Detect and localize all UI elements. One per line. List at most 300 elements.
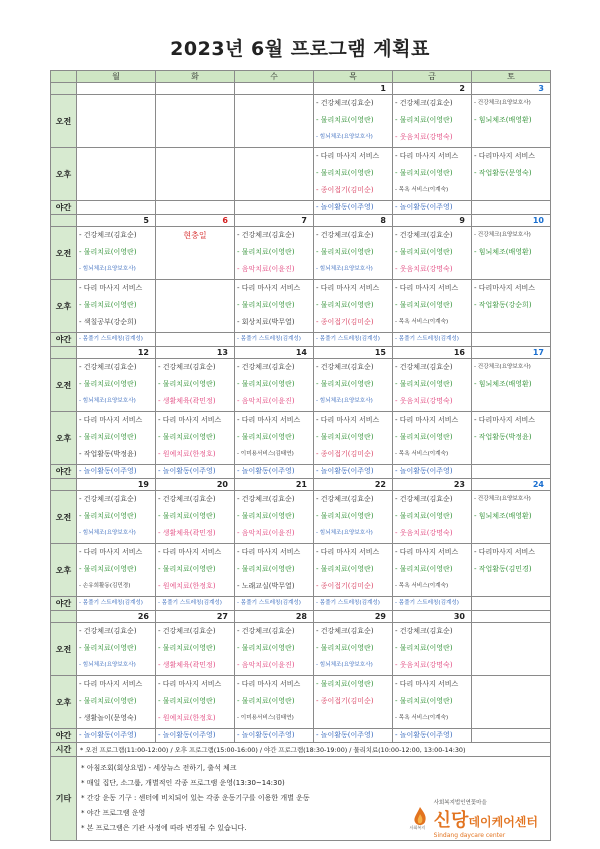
period-label: 오후 — [51, 544, 77, 597]
program-item: - 다리 마사지 서비스 — [395, 284, 459, 292]
program-cell — [156, 227, 235, 280]
program-item: - 건강체크(김효순) — [158, 363, 216, 371]
program-item: - 물리치료(이영란) — [237, 380, 295, 388]
time-row — [51, 743, 551, 757]
program-cell — [393, 227, 472, 280]
date-cell: 17 — [472, 347, 551, 359]
period-label: 오전 — [51, 359, 77, 412]
period-row-pm — [51, 412, 551, 465]
program-item: - 다리 마사지 서비스 — [237, 416, 301, 424]
program-cell — [472, 676, 551, 729]
date-row — [51, 83, 551, 95]
program-item: - 다리 마사지 서비스 — [316, 284, 380, 292]
period-label: 오후 — [51, 676, 77, 729]
program-cell — [235, 491, 314, 544]
program-cell — [156, 465, 235, 479]
period-row-am — [51, 491, 551, 544]
period-label: 오후 — [51, 280, 77, 333]
program-item: - 놀이활동(이주영) — [316, 467, 374, 475]
program-item: - 물리치료(이영란) — [79, 644, 137, 652]
program-item: - 다리 마사지 서비스 — [158, 548, 222, 556]
program-item: - 물리치료(이영란) — [79, 433, 137, 441]
date-row-corner — [51, 347, 77, 359]
program-cell — [314, 95, 393, 148]
misc-label: 기타 — [51, 757, 77, 841]
date-cell: 8 — [314, 215, 393, 227]
misc-line: * 아침조회(회상요법) - 세상뉴스 전하기, 출석 체크 — [81, 764, 237, 772]
program-item: - 건강체크(김효순) — [79, 363, 137, 371]
program-item: 현충일 — [183, 231, 207, 240]
program-item: - 물리치료(이영란) — [158, 565, 216, 573]
program-item: - 웃음치료(강명숙) — [395, 133, 453, 141]
program-item: - 목욕 서비스(이계숙) — [395, 583, 449, 589]
program-item: - 종이접기(김미순) — [316, 318, 374, 326]
date-row — [51, 611, 551, 623]
program-item: - 노래교실(박무열) — [237, 582, 295, 590]
program-item: - 건강체크(김효순) — [316, 363, 374, 371]
program-item: - 손유희활동(김민경) — [79, 583, 131, 589]
program-item: - 몸풀기 스트레칭(김계성) — [158, 600, 222, 606]
program-cell — [393, 729, 472, 743]
program-item: - 생활체육(곽민정) — [158, 529, 216, 537]
program-cell — [314, 491, 393, 544]
program-item: - 다리 마사지 서비스 — [158, 416, 222, 424]
program-cell — [393, 544, 472, 597]
time-text: * 오전 프로그램(11:00-12:00) / 오후 프로그램(15:00-16:00) / 야간 프로그램(18:30-19:00) / 물리치료(10:00-12:00, 13:00-14:30) — [77, 743, 551, 757]
program-item: - 다리 마사지 서비스 — [237, 680, 301, 688]
program-item: - 작업활동(김민경) — [474, 565, 532, 573]
program-item: - 물리치료(이영란) — [158, 697, 216, 705]
program-item: - 물리치료(이영란) — [158, 512, 216, 520]
program-item: - 건강체크(김효순) — [237, 363, 295, 371]
program-item: - 물리치료(이영란) — [316, 248, 374, 256]
program-item: - 물리치료(이영란) — [316, 301, 374, 309]
program-item: - 물리치료(이영란) — [395, 116, 453, 124]
program-item: - 힘뇌체조(배영환) — [474, 116, 532, 124]
program-item: - 다리 마사지 서비스 — [237, 284, 301, 292]
misc-line: * 간강 운동 기구 : 센터에 비치되어 있는 각종 운동기구를 이용한 개별 운동 — [81, 794, 310, 802]
program-item: - 몸풀기 스트레칭(김계성) — [79, 600, 143, 606]
program-item: - 색칠공부(강순희) — [79, 318, 137, 326]
logo-emblem — [410, 806, 430, 832]
program-item: - 건강체크(요양보호사) — [474, 364, 531, 370]
program-item: - 원예치료(한정호) — [158, 450, 216, 458]
program-cell — [156, 201, 235, 215]
weekday-tue: 화 — [156, 71, 235, 83]
program-item: - 다리 마사지 서비스 — [316, 548, 380, 556]
program-cell — [235, 333, 314, 347]
program-item: - 음악치료(이윤진) — [237, 529, 295, 537]
logo-org: 사회복지법인연꽃마을 — [433, 800, 487, 806]
program-item: - 음악치료(이윤진) — [237, 397, 295, 405]
program-item: - 물리치료(이영란) — [79, 565, 137, 573]
program-item: - 종이접기(김미순) — [316, 186, 374, 194]
header-corner — [51, 71, 77, 83]
program-cell — [393, 95, 472, 148]
program-item: - 건강체크(요양보호사) — [474, 496, 531, 502]
program-cell — [393, 465, 472, 479]
program-item: - 다리마사지 서비스 — [474, 152, 536, 160]
program-cell — [156, 148, 235, 201]
logo-brand — [434, 806, 538, 832]
program-cell — [314, 465, 393, 479]
date-cell: 5 — [77, 215, 156, 227]
program-cell — [314, 201, 393, 215]
date-cell: 27 — [156, 611, 235, 623]
date-cell: 28 — [235, 611, 314, 623]
program-item: - 다리 마사지 서비스 — [395, 548, 459, 556]
program-item: - 다리마사지 서비스 — [474, 416, 536, 424]
program-cell — [77, 148, 156, 201]
program-cell — [235, 227, 314, 280]
date-cell: 30 — [393, 611, 472, 623]
date-cell — [235, 83, 314, 95]
period-row-eve — [51, 333, 551, 347]
program-item: - 건강체크(김효순) — [79, 627, 137, 635]
program-item: - 몸풀기 스트레칭(김계성) — [79, 336, 143, 342]
period-row-am — [51, 95, 551, 148]
program-cell — [235, 412, 314, 465]
program-item: - 종이접기(김미순) — [316, 697, 374, 705]
period-row-am — [51, 227, 551, 280]
period-label: 오전 — [51, 227, 77, 280]
program-item: - 놀이활동(이주영) — [237, 467, 295, 475]
program-cell — [156, 491, 235, 544]
program-cell — [77, 359, 156, 412]
program-item: - 놀이활동(이주영) — [79, 731, 137, 739]
period-label: 오전 — [51, 95, 77, 148]
program-item: - 힘뇌체조(요양보호사) — [79, 266, 136, 272]
program-item: - 다리 마사지 서비스 — [316, 152, 380, 160]
program-cell — [393, 280, 472, 333]
program-item: - 물리치료(이영란) — [237, 565, 295, 573]
program-cell — [156, 597, 235, 611]
program-cell — [314, 623, 393, 676]
program-item: - 목욕 서비스(이계숙) — [395, 187, 449, 193]
program-item: - 물리치료(이영란) — [79, 512, 137, 520]
program-item: - 건강체크(김효순) — [395, 495, 453, 503]
date-cell: 14 — [235, 347, 314, 359]
date-cell — [77, 83, 156, 95]
program-item: - 놀이활동(이주영) — [158, 467, 216, 475]
program-cell — [314, 676, 393, 729]
program-cell — [156, 359, 235, 412]
program-item: - 몸풀기 스트레칭(김계성) — [395, 336, 459, 342]
program-item: - 몸풀기 스트레칭(김계성) — [316, 600, 380, 606]
program-cell — [235, 359, 314, 412]
program-item: - 물리치료(이영란) — [316, 169, 374, 177]
program-item: - 물리치료(이영란) — [316, 116, 374, 124]
program-cell — [393, 333, 472, 347]
program-item: - 다리 마사지 서비스 — [237, 548, 301, 556]
date-cell: 3 — [472, 83, 551, 95]
program-cell — [472, 412, 551, 465]
program-cell — [77, 95, 156, 148]
program-cell — [235, 544, 314, 597]
program-item: - 물리치료(이영란) — [237, 644, 295, 652]
program-item: - 웃음치료(강명숙) — [395, 397, 453, 405]
program-cell — [235, 597, 314, 611]
period-row-eve — [51, 465, 551, 479]
program-cell — [314, 333, 393, 347]
program-item: - 물리치료(이영란) — [79, 380, 137, 388]
program-cell — [472, 201, 551, 215]
program-item: - 몸풀기 스트레칭(김계성) — [237, 336, 301, 342]
date-cell — [472, 611, 551, 623]
program-item: - 놀이활동(이주영) — [237, 731, 295, 739]
period-label: 오전 — [51, 491, 77, 544]
weekday-header-row — [51, 71, 551, 83]
date-row-corner — [51, 479, 77, 491]
program-cell — [393, 491, 472, 544]
period-label: 야간 — [51, 597, 77, 611]
period-label: 야간 — [51, 729, 77, 743]
program-item: - 놀이활동(이주영) — [316, 203, 374, 211]
weekday-thu: 목 — [314, 71, 393, 83]
program-item: - 힘뇌체조(요양보호사) — [316, 266, 373, 272]
program-item: - 건강체크(김효순) — [395, 231, 453, 239]
period-row-eve — [51, 597, 551, 611]
center-logo — [410, 798, 538, 839]
program-item: - 건강체크(김효순) — [237, 627, 295, 635]
program-item: - 원예치료(한정호) — [158, 582, 216, 590]
program-item: - 생활놀이(문영숙) — [79, 714, 137, 722]
program-cell — [77, 623, 156, 676]
program-cell — [77, 227, 156, 280]
date-row — [51, 215, 551, 227]
program-item: - 작업활동(박정윤) — [79, 450, 137, 458]
program-cell — [77, 597, 156, 611]
program-item: - 물리치료(이영란) — [316, 433, 374, 441]
date-cell: 24 — [472, 479, 551, 491]
program-item: - 건강체크(김효순) — [79, 495, 137, 503]
program-cell — [393, 201, 472, 215]
program-item: - 물리치료(이영란) — [237, 697, 295, 705]
program-item: - 건강체크(요양보호사) — [474, 100, 531, 106]
program-item: - 다리 마사지 서비스 — [79, 284, 143, 292]
program-item: - 물리치료(이영란) — [395, 644, 453, 652]
date-cell: 12 — [77, 347, 156, 359]
program-item: - 회상치료(박무열) — [237, 318, 295, 326]
program-cell — [235, 676, 314, 729]
date-cell: 16 — [393, 347, 472, 359]
program-cell — [393, 676, 472, 729]
program-cell — [156, 333, 235, 347]
program-item: - 물리치료(이영란) — [395, 512, 453, 520]
program-cell — [235, 465, 314, 479]
program-item: - 건강체크(김효순) — [237, 495, 295, 503]
program-item: - 물리치료(이영란) — [395, 565, 453, 573]
program-cell — [235, 280, 314, 333]
program-item: - 물리치료(이영란) — [79, 301, 137, 309]
date-cell: 6 — [156, 215, 235, 227]
date-row — [51, 479, 551, 491]
program-item: - 물리치료(이영란) — [316, 512, 374, 520]
program-item: - 건강체크(김효순) — [158, 627, 216, 635]
period-label: 오후 — [51, 412, 77, 465]
program-item: - 건강체크(김효순) — [395, 627, 453, 635]
period-label: 야간 — [51, 465, 77, 479]
program-cell — [235, 95, 314, 148]
period-label: 야간 — [51, 333, 77, 347]
period-row-eve — [51, 201, 551, 215]
program-item: - 놀이활동(이주영) — [79, 467, 137, 475]
program-item: - 물리치료(이영란) — [237, 248, 295, 256]
program-item: - 다리 마사지 서비스 — [79, 680, 143, 688]
program-item: - 물리치료(이영란) — [79, 697, 137, 705]
date-cell: 2 — [393, 83, 472, 95]
program-item: - 놀이활동(이주영) — [316, 731, 374, 739]
program-item: - 원예치료(한정호) — [158, 714, 216, 722]
program-item: - 음악치료(이윤진) — [237, 265, 295, 273]
period-row-pm — [51, 676, 551, 729]
program-item: - 물리치료(이영란) — [316, 565, 374, 573]
period-row-pm — [51, 544, 551, 597]
program-item: - 놀이활동(이주영) — [395, 731, 453, 739]
program-cell — [472, 729, 551, 743]
program-cell — [472, 227, 551, 280]
weekday-fri: 금 — [393, 71, 472, 83]
program-item: - 힘뇌체조(배영환) — [474, 380, 532, 388]
date-cell: 15 — [314, 347, 393, 359]
program-cell — [472, 544, 551, 597]
date-cell: 29 — [314, 611, 393, 623]
program-item: - 힘뇌체조(요양보호사) — [316, 134, 373, 140]
program-cell — [393, 597, 472, 611]
program-item: - 다리 마사지 서비스 — [395, 680, 459, 688]
program-item: - 다리 마사지 서비스 — [395, 416, 459, 424]
program-item: - 힘뇌체조(배영환) — [474, 512, 532, 520]
program-cell — [156, 280, 235, 333]
program-cell — [314, 359, 393, 412]
misc-line: * 본 프로그램은 기관 사정에 따라 변경될 수 있습니다. — [81, 824, 247, 832]
date-cell: 1 — [314, 83, 393, 95]
period-label: 오후 — [51, 148, 77, 201]
program-item: - 건강체크(김효순) — [395, 363, 453, 371]
program-cell — [77, 201, 156, 215]
weekday-mon: 월 — [77, 71, 156, 83]
program-item: - 웃음치료(강명숙) — [395, 529, 453, 537]
program-item: - 물리치료(이영란) — [237, 433, 295, 441]
program-cell — [314, 280, 393, 333]
program-cell — [472, 359, 551, 412]
program-cell — [314, 412, 393, 465]
program-cell — [156, 95, 235, 148]
program-item: - 건강체크(김효순) — [395, 99, 453, 107]
date-row-corner — [51, 83, 77, 95]
program-cell — [156, 544, 235, 597]
program-item: - 음악치료(이윤진) — [237, 661, 295, 669]
program-cell — [156, 729, 235, 743]
program-cell — [77, 412, 156, 465]
program-item: - 힘뇌체조(요양보호사) — [79, 530, 136, 536]
page-title: 2023년 6월 프로그램 계획표 — [170, 38, 430, 60]
misc-line: * 야간 프로그램 운영 — [81, 809, 146, 817]
program-item: - 물리치료(이영란) — [316, 680, 374, 688]
program-cell — [393, 148, 472, 201]
program-cell — [235, 729, 314, 743]
program-item: - 웃음치료(강명숙) — [395, 661, 453, 669]
program-cell — [314, 227, 393, 280]
program-item: - 웃음치료(강명숙) — [395, 265, 453, 273]
program-item: - 물리치료(이영란) — [158, 433, 216, 441]
program-item: - 이미용서비스(김태연) — [237, 451, 294, 457]
program-item: - 건강체크(김효순) — [79, 231, 137, 239]
date-cell: 20 — [156, 479, 235, 491]
program-cell — [472, 95, 551, 148]
program-item: - 목욕 서비스(이계숙) — [395, 715, 449, 721]
program-item: - 물리치료(이영란) — [158, 644, 216, 652]
program-item: - 물리치료(이영란) — [395, 697, 453, 705]
program-cell — [472, 148, 551, 201]
program-cell — [472, 333, 551, 347]
program-item: - 종이접기(김미순) — [316, 582, 374, 590]
program-item: - 건강체크(김효순) — [158, 495, 216, 503]
date-cell: 19 — [77, 479, 156, 491]
program-item: - 물리치료(이영란) — [237, 512, 295, 520]
program-cell — [77, 676, 156, 729]
program-item: - 목욕 서비스(이계숙) — [395, 451, 449, 457]
program-item: - 작업활동(강순희) — [474, 301, 532, 309]
program-item: - 물리치료(이영란) — [395, 380, 453, 388]
program-item: - 물리치료(이영란) — [395, 169, 453, 177]
period-row-eve — [51, 729, 551, 743]
program-cell — [472, 623, 551, 676]
program-item: - 다리 마사지 서비스 — [79, 548, 143, 556]
program-item: - 다리 마사지 서비스 — [79, 416, 143, 424]
program-item: - 물리치료(이영란) — [158, 380, 216, 388]
program-item: - 힘뇌체조(요양보호사) — [79, 398, 136, 404]
program-item: - 힘뇌체조(요양보호사) — [79, 662, 136, 668]
logo-brand-a: 신당 — [433, 810, 469, 831]
logo-brand-b: 데이케어센터 — [468, 815, 538, 829]
program-item: - 물리치료(이영란) — [395, 248, 453, 256]
program-item: - 놀이활동(이주영) — [395, 203, 453, 211]
program-item: - 힘뇌체조(요양보호사) — [316, 662, 373, 668]
program-item: - 건강체크(김효순) — [316, 495, 374, 503]
misc-line: * 매일 집단, 소그룹, 개별적인 각종 프로그램 운영(13:30~14:30) — [81, 779, 285, 787]
date-cell: 13 — [156, 347, 235, 359]
period-label: 야간 — [51, 201, 77, 215]
period-row-pm — [51, 148, 551, 201]
date-cell: 26 — [77, 611, 156, 623]
period-row-am — [51, 359, 551, 412]
program-item: - 작업활동(박정윤) — [474, 433, 532, 441]
logo-english: Sindang daycare center — [433, 832, 506, 839]
program-cell — [235, 623, 314, 676]
program-cell — [472, 491, 551, 544]
date-cell: 7 — [235, 215, 314, 227]
program-cell — [156, 676, 235, 729]
program-item: - 몸풀기 스트레칭(김계성) — [395, 600, 459, 606]
schedule-table — [50, 70, 551, 841]
program-cell — [472, 597, 551, 611]
program-item: - 건강체크(요양보호사) — [474, 232, 531, 238]
schedule-body — [51, 83, 551, 743]
program-cell — [77, 544, 156, 597]
program-cell — [77, 729, 156, 743]
program-item: - 작업활동(문영숙) — [474, 169, 532, 177]
program-cell — [314, 544, 393, 597]
program-cell — [77, 333, 156, 347]
date-row — [51, 347, 551, 359]
date-cell — [156, 83, 235, 95]
program-cell — [77, 280, 156, 333]
program-item: - 다리 마사지 서비스 — [395, 152, 459, 160]
program-cell — [235, 201, 314, 215]
date-cell: 10 — [472, 215, 551, 227]
program-item: - 다리마사지 서비스 — [474, 284, 536, 292]
